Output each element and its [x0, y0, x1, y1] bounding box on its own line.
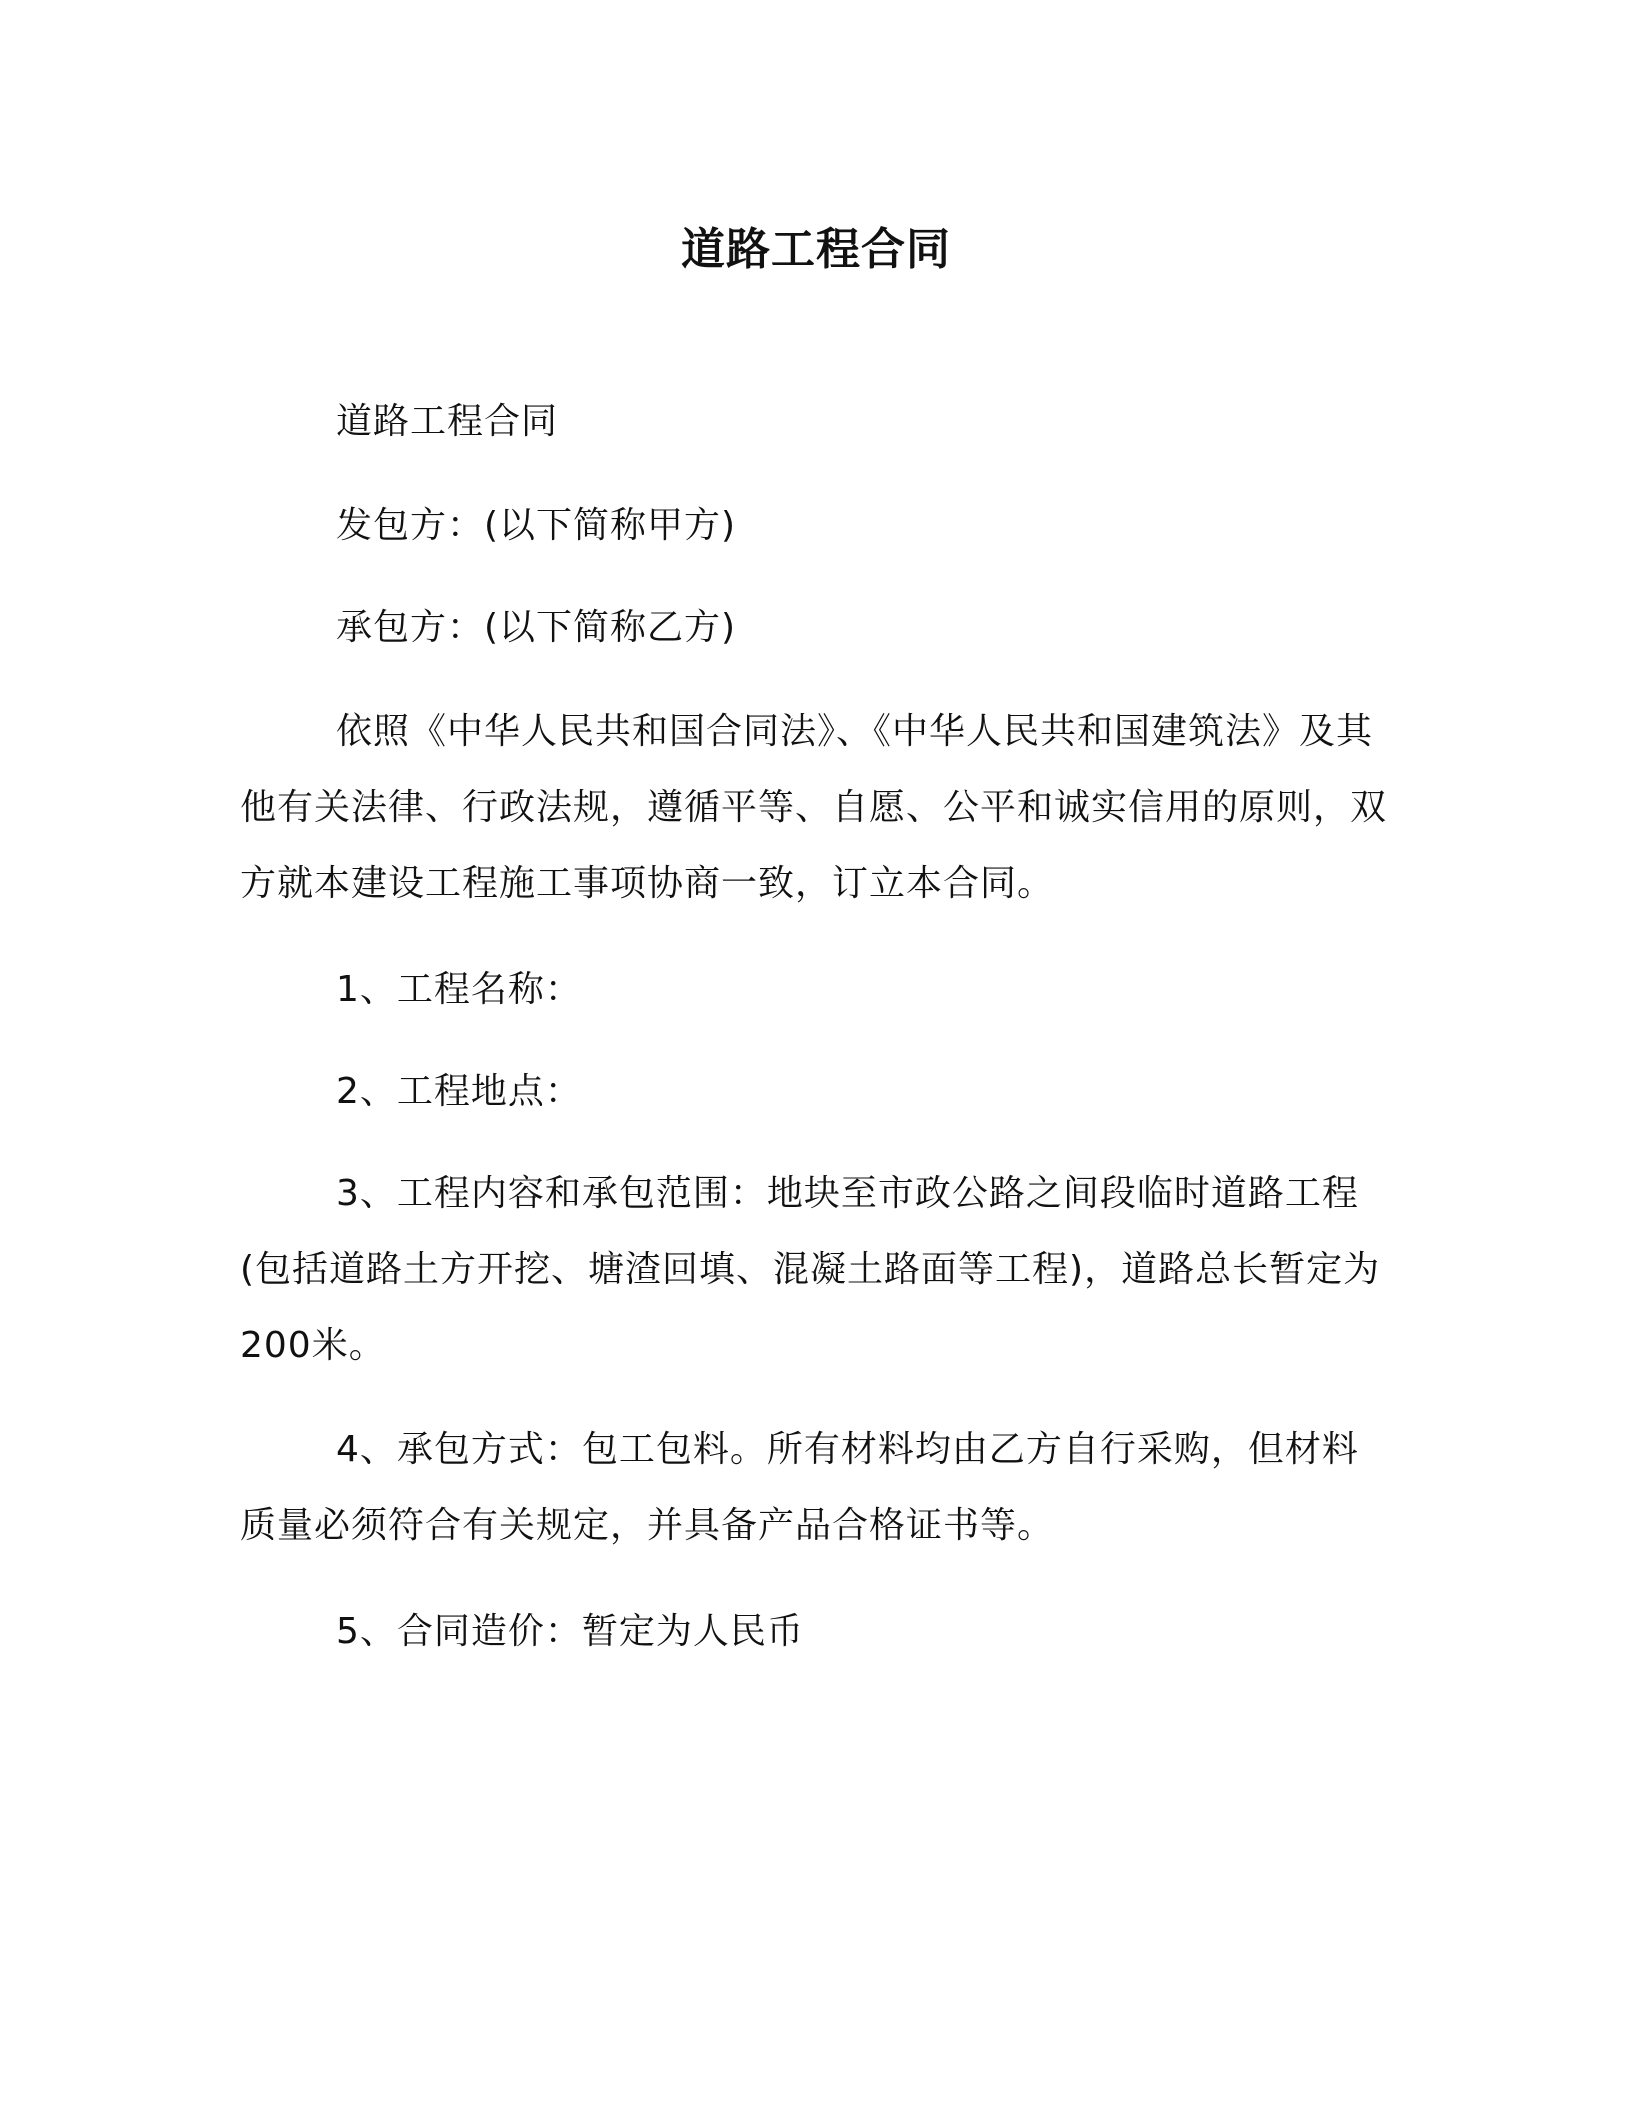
- clause-1: 1、工程名称：: [336, 969, 582, 1010]
- subtitle-line: 道路工程合同: [336, 401, 559, 442]
- party-a-line: 发包方：(以下简称甲方): [336, 505, 737, 546]
- document-title: 道路工程合同: [681, 224, 951, 275]
- clause-3: 3、工程内容和承包范围：地块至市政公路之间段临时道路工程(包括道路土方开挖、塘渣回填、混凝土路面等工程)，道路总长暂定为200米。: [240, 1173, 1381, 1366]
- clause-4: 4、承包方式：包工包料。所有材料均由乙方自行采购，但材料质量必须符合有关规定，并具备产品合格证书等。: [240, 1429, 1359, 1546]
- clause-5: 5、合同造价：暂定为人民币: [336, 1611, 804, 1652]
- clause-2: 2、工程地点：: [336, 1071, 582, 1112]
- party-b-line: 承包方：(以下简称乙方): [336, 607, 737, 648]
- preamble-paragraph: 依照《中华人民共和国合同法》、《中华人民共和国建筑法》及其他有关法律、行政法规，遵循平等、自愿、公平和诚实信用的原则，双方就本建设工程施工事项协商一致，订立本合同。: [240, 711, 1388, 904]
